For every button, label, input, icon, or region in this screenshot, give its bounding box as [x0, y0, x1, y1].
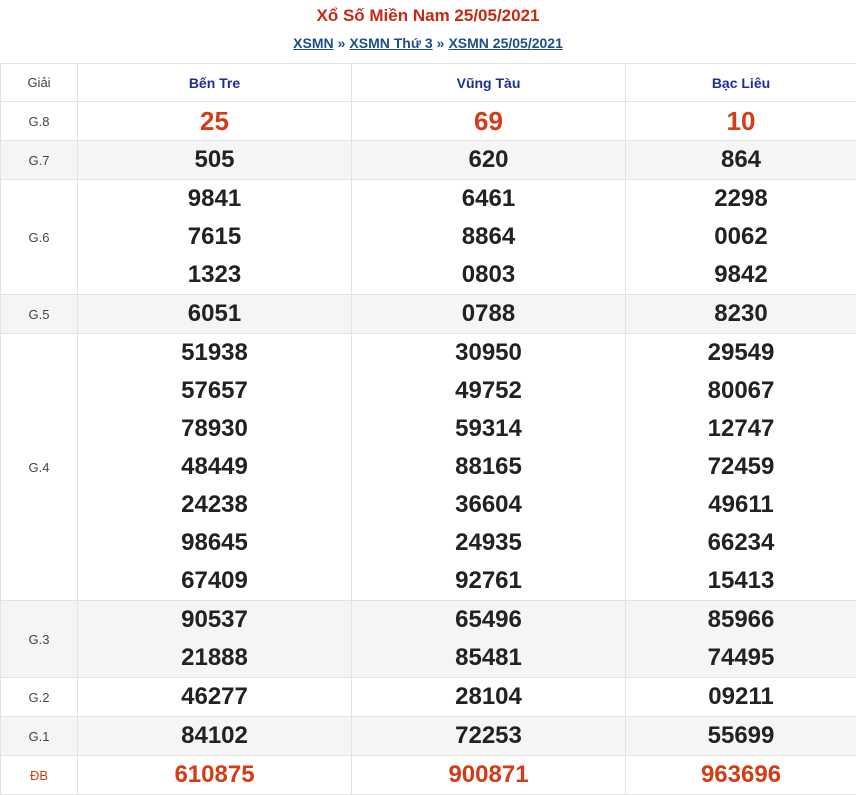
page-title: Xổ Số Miền Nam 25/05/2021: [0, 6, 856, 26]
result-number: 8230: [626, 295, 856, 333]
result-number: 84102: [78, 717, 351, 755]
result-number: 6461: [352, 180, 625, 218]
result-number: 80067: [626, 372, 856, 410]
result-number: 59314: [352, 410, 625, 448]
result-number: 9841: [78, 180, 351, 218]
result-number: 49611: [626, 486, 856, 524]
lottery-results-table: [0, 63, 856, 795]
results-body: [1, 102, 856, 795]
result-number: 0803: [352, 256, 625, 294]
result-number: 66234: [626, 524, 856, 562]
prize-row-g3: [1, 601, 856, 678]
province-header-vung-tau[interactable]: Vũng Tàu: [352, 64, 626, 102]
result-cell: [78, 601, 352, 678]
result-cell: [626, 334, 856, 601]
prize-label: ĐB: [1, 756, 78, 795]
result-number: 57657: [78, 372, 351, 410]
result-number: 24238: [78, 486, 351, 524]
result-number: 620: [352, 141, 625, 179]
result-cell: [352, 334, 626, 601]
result-number: 51938: [78, 334, 351, 372]
prize-column-header: Giải: [1, 64, 78, 102]
result-cell: [352, 717, 626, 756]
result-number: 0788: [352, 295, 625, 333]
breadcrumb-link-xsmn-thu-3[interactable]: XSMN Thứ 3: [349, 35, 432, 51]
result-cell: [626, 141, 856, 180]
result-number: 12747: [626, 410, 856, 448]
result-number: 85481: [352, 639, 625, 677]
prize-row-g6: [1, 180, 856, 295]
result-number: 505: [78, 141, 351, 179]
result-number: 0062: [626, 218, 856, 256]
province-header-ben-tre[interactable]: Bến Tre: [78, 64, 352, 102]
result-cell: [78, 141, 352, 180]
result-cell: [78, 102, 352, 141]
prize-row-db: [1, 756, 856, 795]
breadcrumb-link-xsmn-date[interactable]: XSMN 25/05/2021: [448, 35, 562, 51]
result-number: 25: [78, 102, 351, 140]
result-cell: [78, 334, 352, 601]
result-number: 1323: [78, 256, 351, 294]
result-cell: [352, 601, 626, 678]
prize-row-g1: [1, 717, 856, 756]
result-number: 29549: [626, 334, 856, 372]
result-number: 98645: [78, 524, 351, 562]
result-cell: [352, 295, 626, 334]
result-number: 72253: [352, 717, 625, 755]
result-number: 21888: [78, 639, 351, 677]
result-cell: [626, 678, 856, 717]
result-cell: [78, 678, 352, 717]
result-number: 24935: [352, 524, 625, 562]
result-cell: [352, 180, 626, 295]
result-number: 49752: [352, 372, 625, 410]
result-number: 46277: [78, 678, 351, 716]
result-number: 28104: [352, 678, 625, 716]
prize-label: G.4: [1, 334, 78, 601]
result-number: 30950: [352, 334, 625, 372]
result-number: 78930: [78, 410, 351, 448]
result-number: 8864: [352, 218, 625, 256]
result-cell: [626, 180, 856, 295]
result-number: 69: [352, 102, 625, 140]
prize-row-g8: [1, 102, 856, 141]
prize-row-g7: [1, 141, 856, 180]
breadcrumb: [0, 34, 856, 52]
breadcrumb-link-xsmn[interactable]: XSMN: [293, 35, 333, 51]
result-number: 15413: [626, 562, 856, 600]
breadcrumb-separator: »: [334, 35, 350, 51]
prize-row-g5: [1, 295, 856, 334]
result-cell: [626, 295, 856, 334]
result-cell: [352, 756, 626, 795]
result-cell: [78, 717, 352, 756]
result-cell: [352, 141, 626, 180]
result-cell: [626, 756, 856, 795]
result-number: 55699: [626, 717, 856, 755]
result-cell: [626, 102, 856, 141]
result-number: 7615: [78, 218, 351, 256]
result-number: 610875: [78, 756, 351, 794]
result-number: 900871: [352, 756, 625, 794]
prize-row-g4: [1, 334, 856, 601]
result-number: 48449: [78, 448, 351, 486]
prize-label: G.7: [1, 141, 78, 180]
prize-label: G.1: [1, 717, 78, 756]
result-number: 09211: [626, 678, 856, 716]
result-number: 85966: [626, 601, 856, 639]
result-number: 6051: [78, 295, 351, 333]
table-header-row: [1, 64, 856, 102]
result-cell: [78, 295, 352, 334]
result-number: 963696: [626, 756, 856, 794]
prize-row-g2: [1, 678, 856, 717]
result-number: 92761: [352, 562, 625, 600]
result-number: 9842: [626, 256, 856, 294]
prize-label: G.5: [1, 295, 78, 334]
result-number: 67409: [78, 562, 351, 600]
result-number: 36604: [352, 486, 625, 524]
prize-label: G.3: [1, 601, 78, 678]
result-cell: [78, 756, 352, 795]
result-cell: [352, 102, 626, 141]
prize-label: G.8: [1, 102, 78, 141]
result-cell: [352, 678, 626, 717]
result-number: 72459: [626, 448, 856, 486]
province-header-bac-lieu[interactable]: Bạc Liêu: [626, 64, 856, 102]
result-number: 65496: [352, 601, 625, 639]
result-number: 88165: [352, 448, 625, 486]
breadcrumb-separator: »: [433, 35, 449, 51]
result-cell: [78, 180, 352, 295]
result-cell: [626, 601, 856, 678]
result-number: 2298: [626, 180, 856, 218]
result-number: 74495: [626, 639, 856, 677]
result-cell: [626, 717, 856, 756]
result-number: 90537: [78, 601, 351, 639]
page-header: [0, 0, 856, 63]
prize-label: G.6: [1, 180, 78, 295]
prize-label: G.2: [1, 678, 78, 717]
result-number: 864: [626, 141, 856, 179]
result-number: 10: [626, 102, 856, 140]
